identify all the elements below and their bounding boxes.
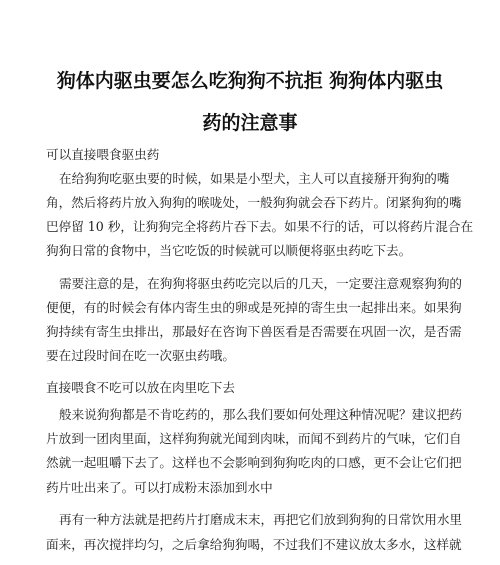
article-title-line-2: 药的注意事 — [202, 112, 298, 134]
section-heading-meat: 直接喂食不吃可以放在肉里吃下去 — [46, 380, 235, 395]
article-title-line-1: 狗体内驱虫要怎么吃狗狗不抗拒 狗狗体内驱虫 — [56, 70, 444, 92]
paragraph-line: 狗持续有寄生虫排出，那最好在咨询下兽医看是否需要在巩固一次，是否需 — [46, 324, 462, 339]
paragraph-line: 要在过段时间在吃一次驱虫药哦。 — [46, 348, 235, 363]
section-heading-direct-feeding: 可以直接喂食驱虫药 — [46, 147, 160, 162]
paragraph-line: 然就一起咀嚼下去了。这样也不会影响到狗狗吃肉的口感，更不会让它们把 — [46, 455, 462, 470]
paragraph-line: 巴停留 10 秒，让狗狗完全将药片吞下去。如果不行的话，可以将药片混合在 — [46, 219, 474, 234]
paragraph-line: 在给狗狗吃驱虫要的时候，如果是小型犬，主人可以直接掰开狗狗的嘴 — [59, 171, 450, 186]
paragraph-line: 再有一种方法就是把药片打磨成末末，再把它们放到狗狗的日常饮用水里 — [59, 512, 462, 527]
paragraph-line: 便便，有的时候会有体内寄生虫的卵或是死掉的寄生虫一起排出来。如果狗 — [46, 300, 462, 315]
paragraph-line: 面来，再次搅拌均匀，之后拿给狗狗喝，不过我们不建议放太多水，这样就 — [46, 537, 462, 552]
paragraph-line: 般来说狗狗都是不肯吃药的，那么我们要如何处理这种情况呢？建议把药 — [59, 407, 462, 422]
paragraph-line: 片放到一团肉里面，这样狗狗就光闻到肉味，而闻不到药片的气味，它们自 — [46, 431, 462, 446]
paragraph-line: 药片吐出来了。可以打成粉末添加到水中 — [46, 480, 273, 495]
paragraph-line: 角，然后将药片放入狗狗的喉咙处，一般狗狗就会吞下药片。闭紧狗狗的嘴 — [46, 195, 462, 210]
paragraph-line: 狗狗日常的食物中，当它吃饭的时候就可以顺便将驱虫药吃下去。 — [46, 243, 412, 258]
paragraph-line: 需要注意的是，在狗狗将驱虫药吃完以后的几天，一定要注意观察狗狗的 — [59, 276, 462, 291]
